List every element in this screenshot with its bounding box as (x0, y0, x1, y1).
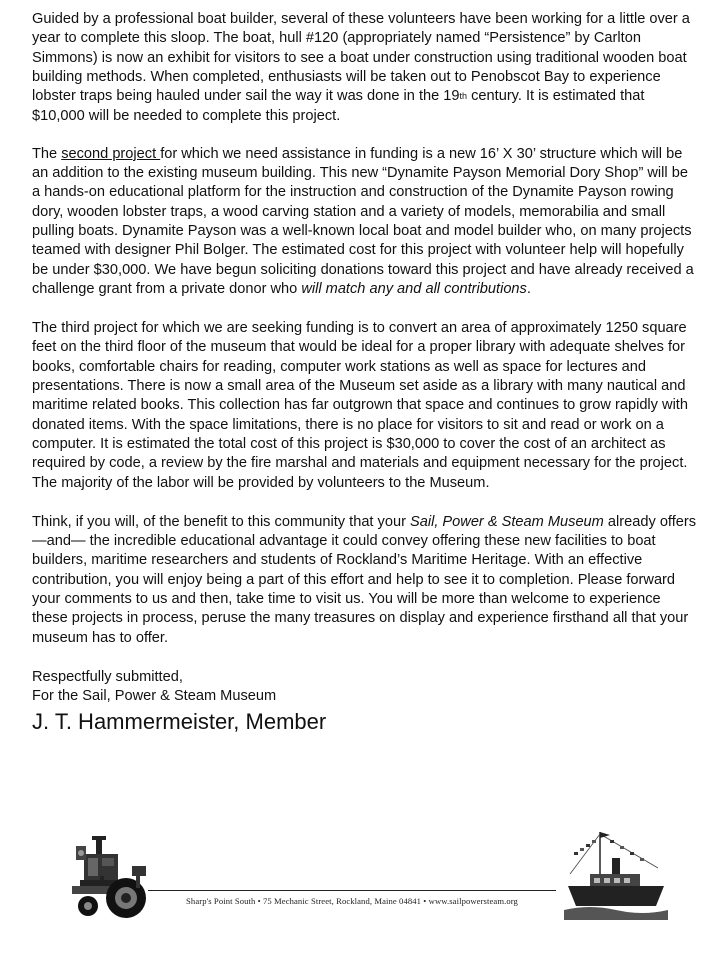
letterhead-footer (0, 828, 720, 928)
paragraph-dory-shop-project: The second project for which we need assistance in funding is a new 16’ X 30’ structure which will be an addition to the existing museum building. This new “Dynamite Payson Memorial Dory Shop” will be a hands-on educational platform for the instruction and construction of the Dynamite Payson rowing dory, wooden lobster traps, a wood carving station and a variety of models, memorabilia and small pulling boats. Dynamite Payson was a well-known local boat and model builder who, on many projects teamed with designer Phil Bolger. The estimated cost for this project with volunteer help will hopefully be under $30,000. We have begun soliciting donations toward this project and have already received a challenge grant from a private donor who will match any and all contributions. (32, 145, 694, 297)
paragraph-library-project: The third project for which we are seeking funding is to convert an area of approximately 1250 square feet on the third floor of the museum that would be ideal for a proper library with adequate shelves for books, comfortable chairs for reading, computer work stations as well as space for lectures and presentations. There is now a small area of the Museum set aside as a library with many nautical and maritime related books. This collection has far outgrown that space and continues to grow rapidly with donated items. With the space limitations, there is no place for visitors to sit and read or work on a computer. It is estimated the total cost of this project is $30,000 to cover the cost of an architect as required by code, a review by the fire marshal and materials and equipment necessary for the project. The majority of the labor will be provided by volunteers to the Museum. (32, 320, 688, 491)
second-project-underlined: second project (61, 145, 161, 162)
signature-name: J. T. Hammermeister, Member (32, 708, 327, 734)
footer-divider (148, 890, 556, 891)
steam-boat-illustration (564, 828, 668, 920)
steam-engine-illustration (70, 836, 156, 920)
footer-address: Sharp's Point South • 75 Mechanic Street, Rockland, Maine 04841 • www.sailpowersteam.org (186, 896, 518, 906)
paragraph-sloop-project: Guided by a professional boat builder, several of these volunteers have been working for a little over a year to complete this sloop. The boat, hull #120 (appropriately named “Persistence” by Carlton Simmons) is now an exhibit for visitors to see a boat under construction using traditional wooden boat building methods. When completed, enthusiasts will be taken out to Penobscot Bay to experience lobster traps being hauled under sail the way it was done in the 19th century. It is estimated that $10,000 will be needed to complete this project. (32, 11, 690, 125)
closing-organization: For the Sail, Power & Steam Museum (32, 688, 277, 705)
paragraph-appeal: Think, if you will, of the benefit to this community that your Sail, Power & Steam Museum already offers—and— the incredible educational advantage it could convey offering these new facilities to boat builders, maritime researchers and students of Rockland’s Maritime Heritage. With an effective contribution, you will enjoy being a part of this effort and help to see it to completion. Please forward your comments to us and then, take time to visit us. You will be more than welcome to experience these projects in process, peruse the many treasures on display and experience firsthand all that your museum has to offer. (32, 513, 697, 646)
letter-body (32, 10, 698, 735)
closing-salutation: Respectfully submitted, (32, 668, 183, 685)
